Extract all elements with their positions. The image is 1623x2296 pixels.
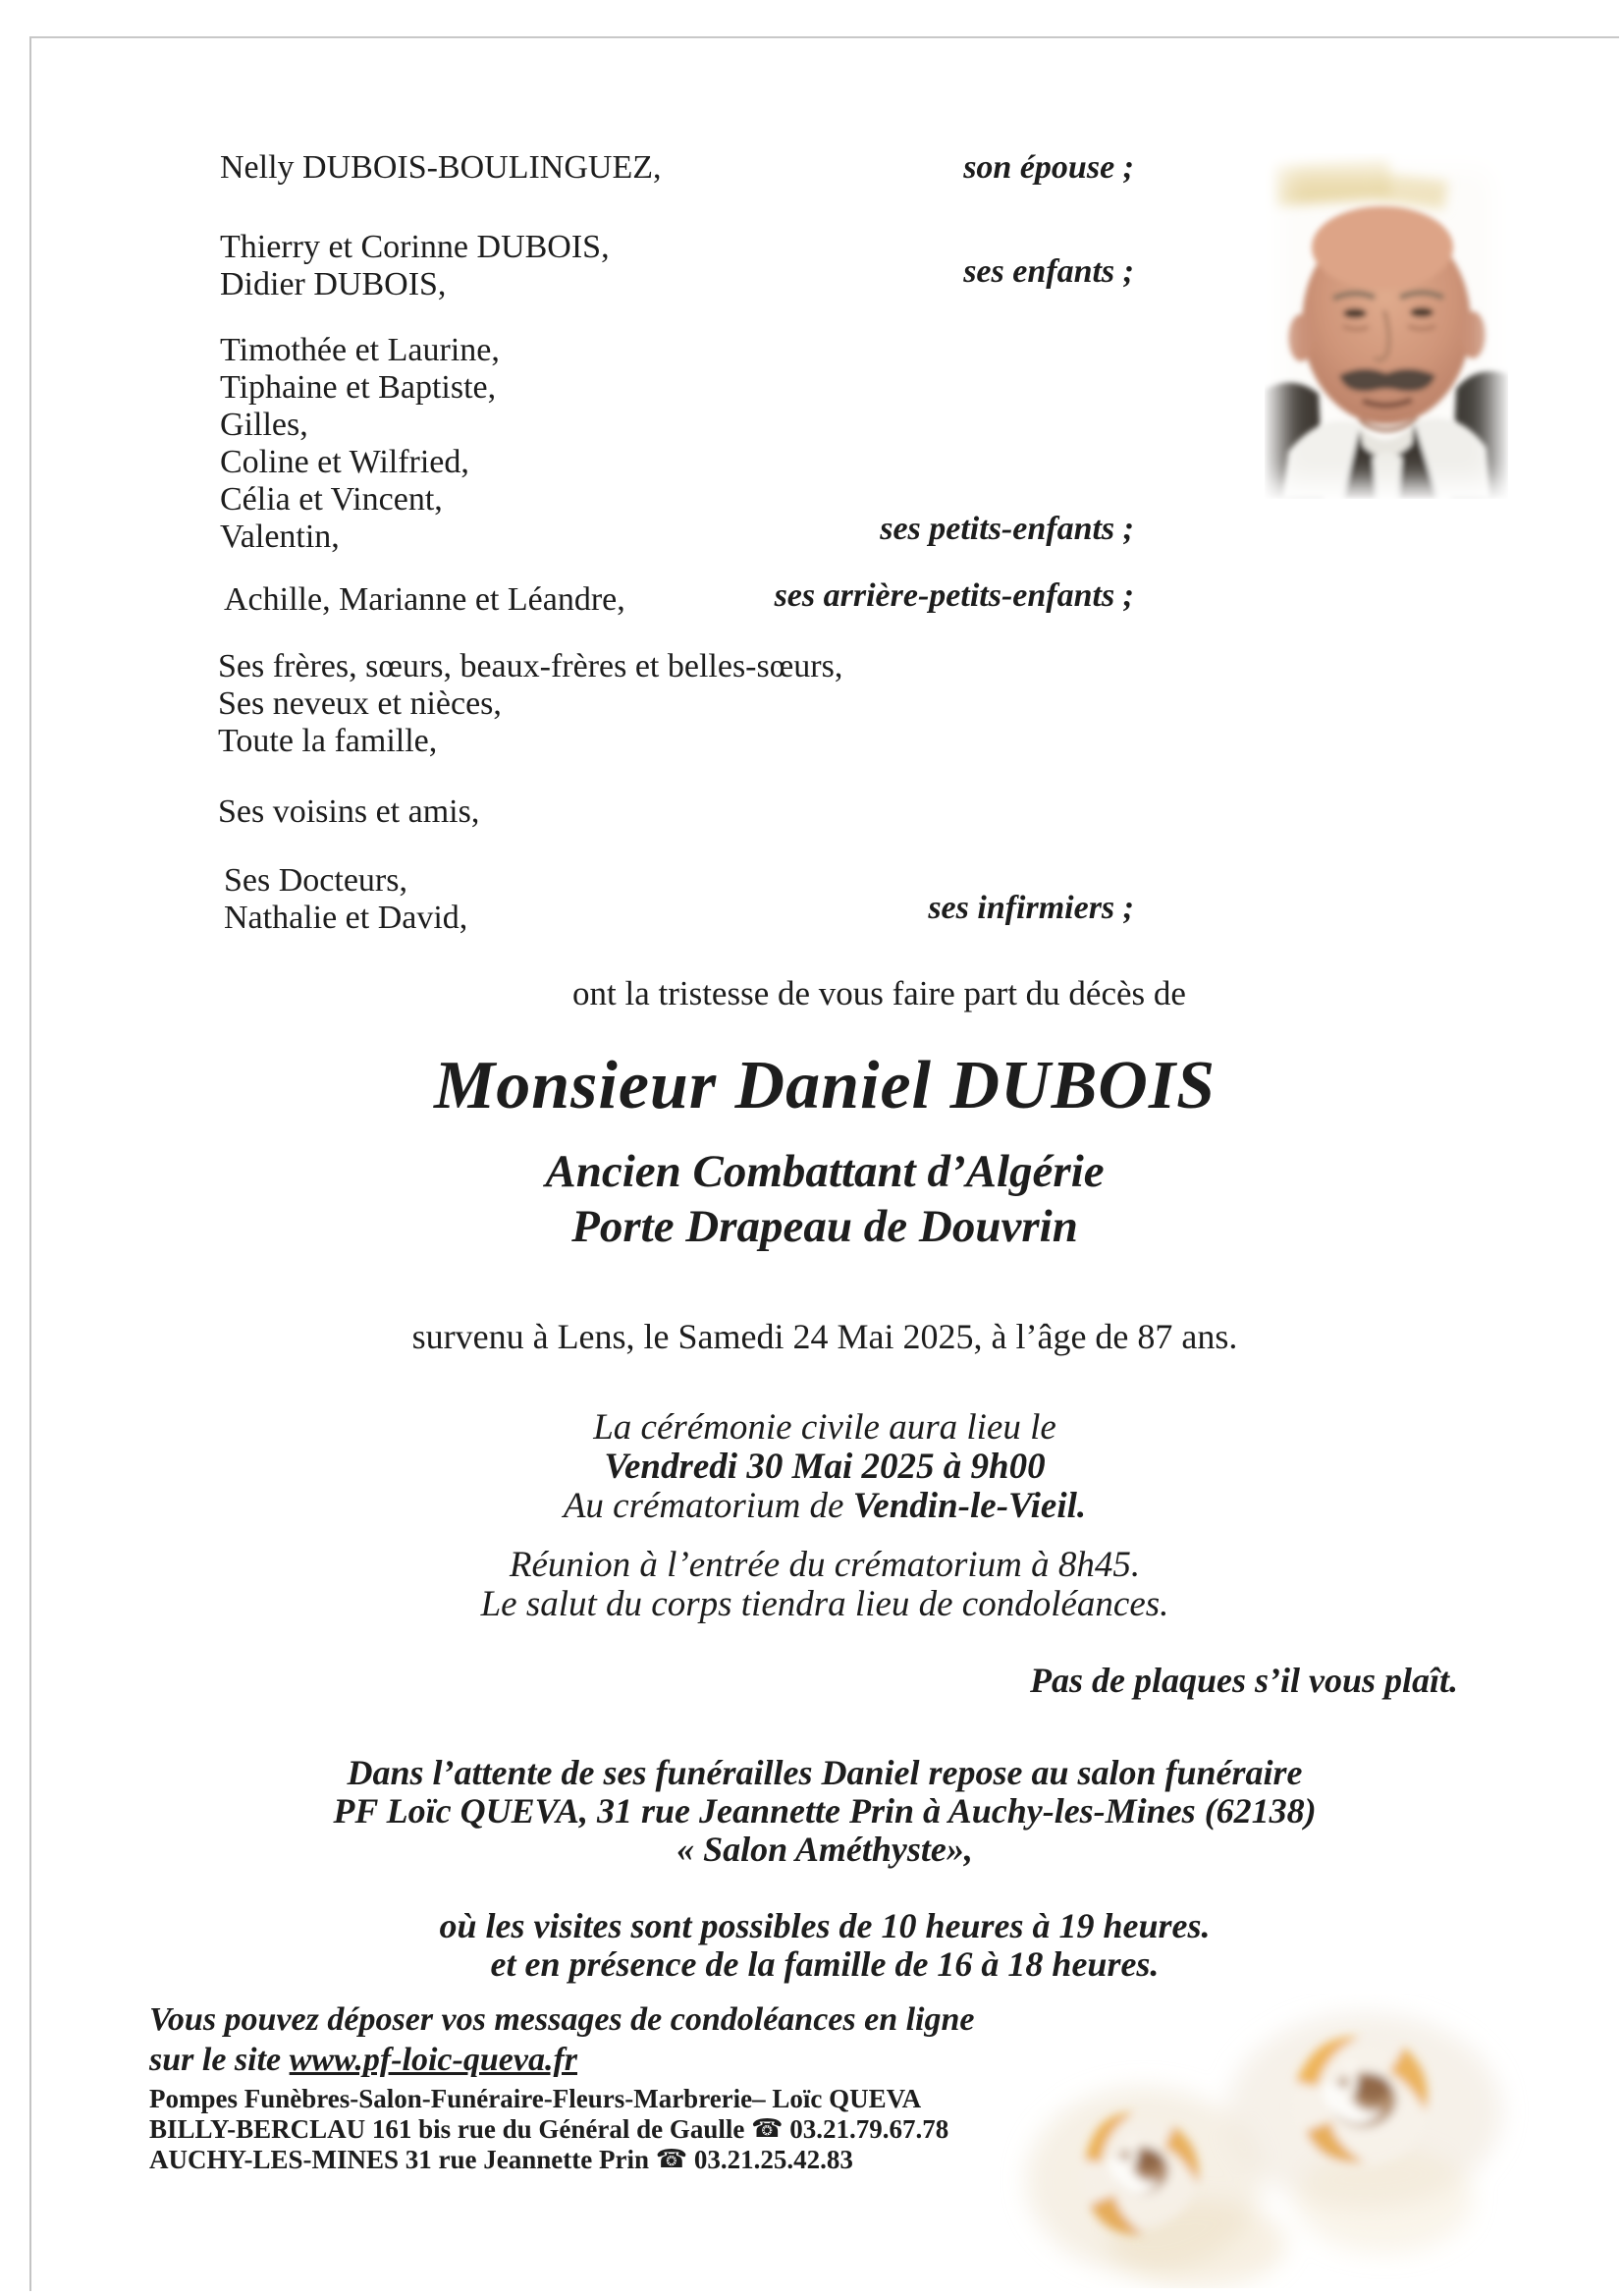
orchid-flowers-drawing [972, 1994, 1600, 2288]
orchid-right [1291, 2038, 1429, 2167]
ceremony-line-5: Le salut du corps tiendra lieu de condoléances. [480, 1584, 1169, 1624]
honor-line-2: Porte Drapeau de Douvrin [571, 1201, 1078, 1252]
mourner-group-friends [218, 793, 479, 831]
ceremony-line-3 [27, 1485, 1623, 1527]
ceremony-line-3-prefix: Au crématorium de [563, 1486, 853, 1526]
mourner-line: Didier DUBOIS, [220, 266, 447, 302]
mourner-line: Achille, Marianne et Léandre, [224, 581, 625, 618]
ceremony-line-4: Réunion à l’entrée du crématorium à 8h45. [509, 1545, 1141, 1585]
visitation-line-1: Dans l’attente de ses funérailles Daniel repose au salon funéraire [347, 1753, 1303, 1792]
footer-address-1-text: BILLY-BERCLAU 161 bis rue du Général de Gaulle [149, 2114, 745, 2144]
relationship-label-children: ses enfants ; [963, 253, 1134, 290]
relationship-label-grandchildren: ses petits-enfants ; [880, 511, 1134, 547]
mourner-line: Timothée et Laurine, [220, 332, 500, 368]
condolences-line-1: Vous pouvez déposer vos messages de condoléances en ligne [149, 2001, 975, 2038]
condolences-line-2-prefix: sur le site [149, 2042, 290, 2078]
mourner-group-medical [224, 862, 467, 937]
mourner-line: Thierry et Corinne DUBOIS, [220, 229, 610, 265]
mourner-line: Ses voisins et amis, [218, 793, 480, 830]
condolences-line-2 [149, 2040, 975, 2080]
mourner-line: Ses Docteurs, [224, 862, 407, 899]
portrait-photo-drawing [1265, 153, 1508, 499]
ceremony-line-1: La cérémonie civile aura lieu le [593, 1407, 1056, 1448]
mourner-line: Ses neveux et nièces, [218, 685, 502, 722]
orchid-flowers-decoration [972, 1994, 1600, 2288]
visitation-line-5: et en présence de la famille de 16 à 18 heures. [490, 1944, 1160, 1984]
mourner-line: Tiphaine et Baptiste, [220, 369, 497, 406]
phone-icon: ☎ [655, 2145, 688, 2174]
mourner-line: Toute la famille, [218, 723, 438, 759]
footer-phone-2: 03.21.25.42.83 [693, 2145, 853, 2174]
mourner-group-family [218, 648, 842, 760]
website-link: www.pf-loic-queva.fr [289, 2042, 577, 2078]
condolences-note [149, 1999, 975, 2080]
mourner-line: Gilles, [220, 407, 308, 443]
visitation-line-4: où les visites sont possibles de 10 heures à 19 heures. [439, 1906, 1211, 1945]
footer-company: Pompes Funèbres-Salon-Funéraire-Fleurs-Marbrerie– Loïc QUEVA [149, 2084, 922, 2113]
no-plaques-note: Pas de plaques s’il vous plaît. [1029, 1661, 1458, 1700]
relationship-label-great-grandchildren: ses arrière-petits-enfants ; [774, 577, 1134, 614]
mourner-line: Ses frères, sœurs, beaux-frères et belles-sœurs, [218, 648, 843, 684]
relationship-label-nurses: ses infirmiers ; [928, 890, 1134, 926]
honor-line-1: Ancien Combattant d’Algérie [545, 1146, 1105, 1197]
mourner-line: Célia et Vincent, [220, 481, 443, 518]
footer-address-2-text: AUCHY-LES-MINES 31 rue Jeannette Prin [149, 2145, 649, 2174]
mourner-line: Nathalie et David, [224, 900, 468, 936]
visitation-line-3: « Salon Améthyste», [676, 1830, 973, 1869]
footer-address-2 [149, 2145, 853, 2176]
mourner-line: Coline et Wilfried, [220, 444, 469, 480]
phone-icon: ☎ [751, 2114, 784, 2144]
death-info: survenu à Lens, le Samedi 24 Mai 2025, à l’âge de 87 ans. [411, 1317, 1238, 1356]
portrait-photo [1265, 153, 1508, 499]
deceased-name: Monsieur Daniel DUBOIS [433, 1048, 1217, 1123]
footer-address-1 [149, 2114, 948, 2146]
footer-phone-1: 03.21.79.67.78 [789, 2114, 949, 2144]
ceremony-line-2: Vendredi 30 Mai 2025 à 9h00 [604, 1447, 1046, 1487]
ceremony-place: Vendin-le-Vieil. [852, 1486, 1087, 1526]
mourner-line: Nelly DUBOIS-BOULINGUEZ, [220, 149, 662, 186]
mourner-group-grandchildren [220, 332, 500, 556]
visitation-line-2: PF Loïc QUEVA, 31 rue Jeannette Prin à Auchy-les-Mines (62138) [333, 1791, 1317, 1831]
relationship-label-spouse: son épouse ; [963, 149, 1134, 186]
mourner-line: Valentin, [220, 519, 340, 555]
announcement-intro: ont la tristesse de vous faire part du décès de [572, 974, 1186, 1012]
